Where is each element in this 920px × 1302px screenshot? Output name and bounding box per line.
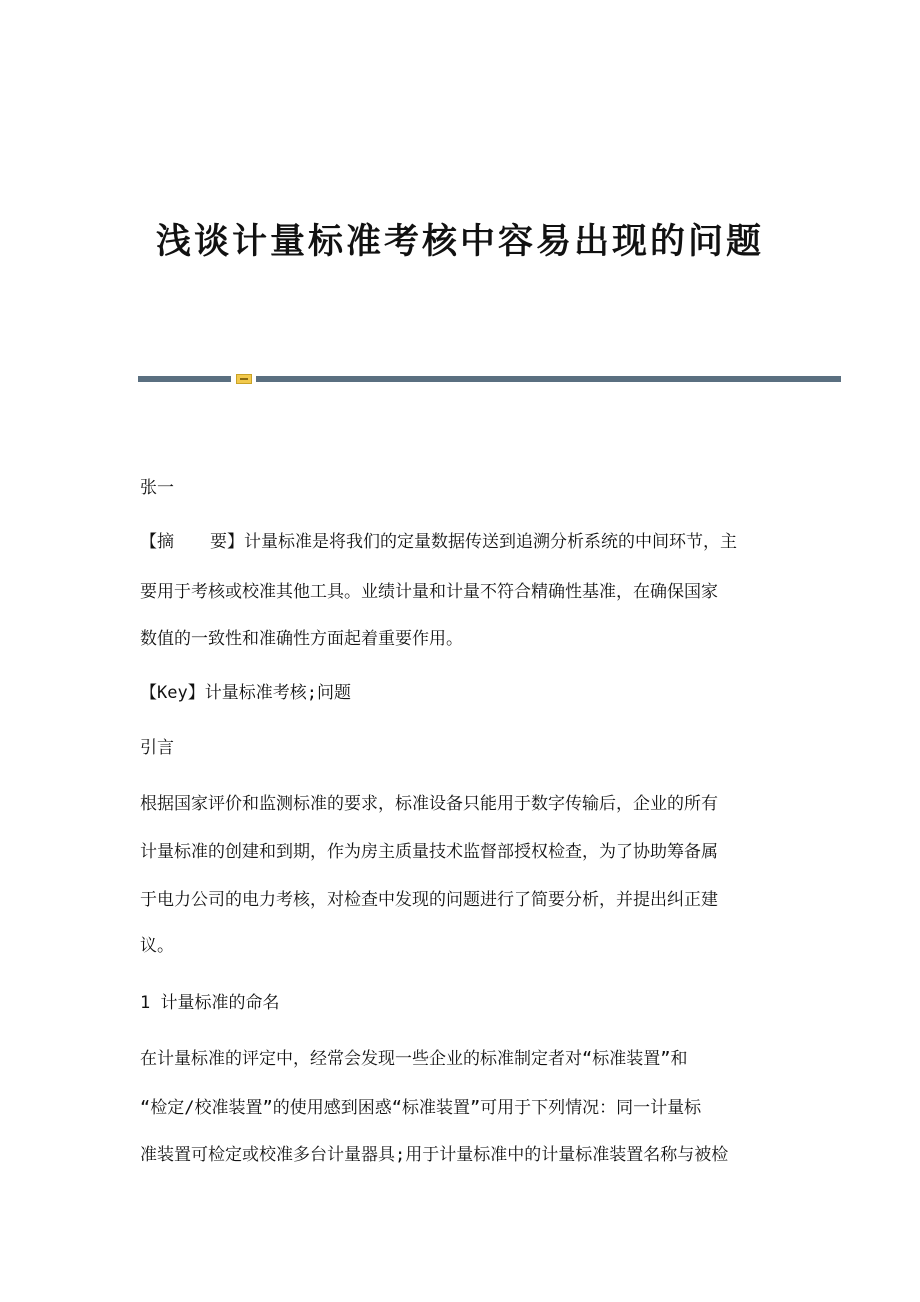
intro-line-1: 根据国家评价和监测标准的要求，标准设备只能用于数字传输后，企业的所有: [140, 794, 718, 814]
keywords-label: 【Key】: [140, 683, 205, 703]
keywords-line: [140, 680, 790, 706]
intro-heading: 引言: [140, 738, 174, 758]
section1-line-2: “检定/校准装置”的使用感到困惑“标准装置”可用于下列情况：同一计量标: [140, 1098, 702, 1118]
abstract-line-3: 数值的一致性和准确性方面起着重要作用。: [140, 629, 463, 649]
divider-ornament-icon: [236, 374, 252, 384]
intro-line-2: 计量标准的创建和到期，作为房主质量技术监督部授权检查，为了协助筹备属: [140, 842, 718, 862]
section1-line-3: 准装置可检定或校准多台计量器具;用于计量标准中的计量标准装置名称与被检: [140, 1145, 729, 1165]
abstract-close-bracket: 要】: [210, 532, 244, 552]
abstract-text-1: 计量标准是将我们的定量数据传送到追溯分析系统的中间环节，主: [244, 532, 737, 552]
keywords-text: 计量标准考核;问题: [204, 683, 351, 703]
author-name: 张一: [140, 478, 174, 498]
abstract-line-1: [140, 529, 790, 555]
section1-line-1: 在计量标准的评定中，经常会发现一些企业的标准制定者对“标准装置”和: [140, 1049, 688, 1069]
abstract-line-2: 要用于考核或校准其他工具。业绩计量和计量不符合精确性基准，在确保国家: [140, 582, 718, 602]
divider-bar-left: [138, 376, 231, 382]
abstract-open-bracket: 【摘: [140, 532, 174, 552]
section1-heading: 1 计量标准的命名: [140, 993, 280, 1013]
divider-bar-right: [256, 376, 841, 382]
intro-line-4: 议。: [140, 936, 174, 956]
document-title: 浅谈计量标准考核中容易出现的问题: [155, 221, 764, 262]
intro-line-3: 于电力公司的电力考核，对检查中发现的问题进行了简要分析，并提出纠正建: [140, 890, 718, 910]
title-divider: [138, 374, 841, 383]
